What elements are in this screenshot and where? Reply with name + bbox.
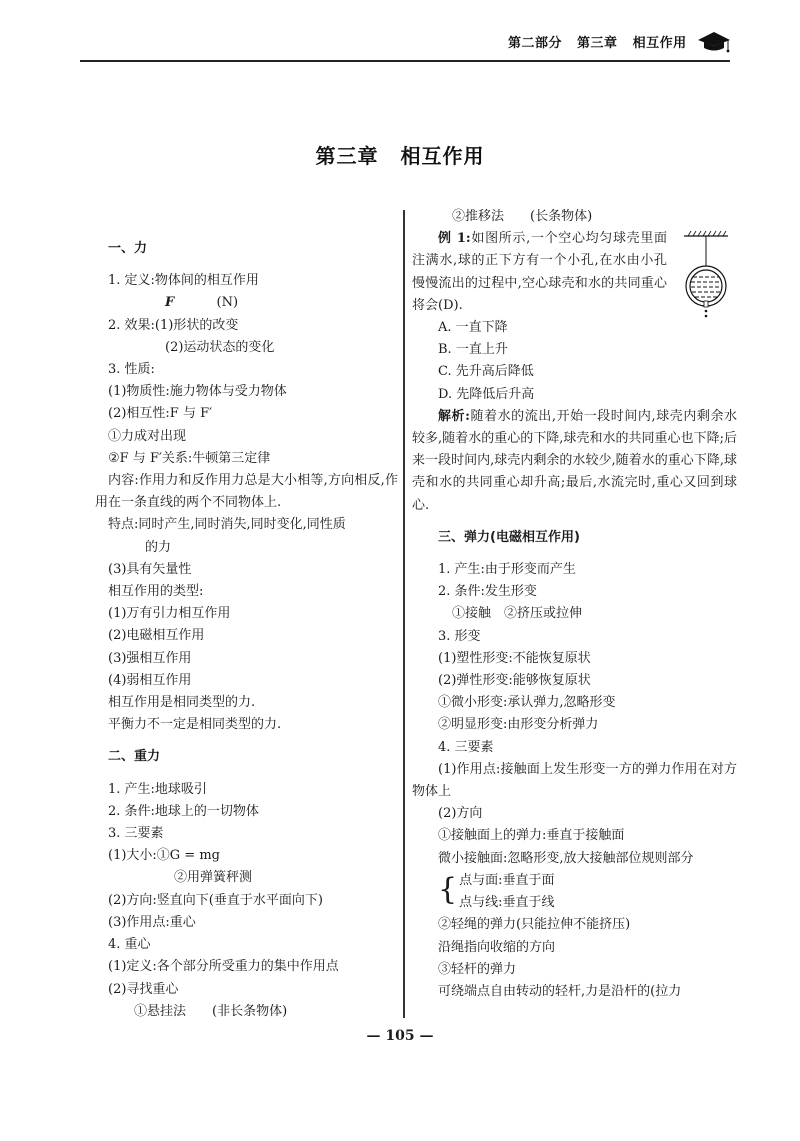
text-line: (3)强相互作用	[108, 650, 192, 666]
option-b: B. 一直上升	[438, 342, 508, 358]
section-heading-elastic-force: 三、弹力(电磁相互作用)	[438, 529, 580, 545]
text-line: (2)相互性:F 与 F′	[108, 406, 213, 422]
text-line: 相互作用是相同类型的力.	[108, 695, 256, 711]
text-line: 点与线:垂直于线	[459, 895, 555, 911]
text-line: ②用弹簧秤测	[174, 870, 253, 886]
text-line: 相互作用的类型:	[108, 584, 204, 600]
left-column	[95, 238, 398, 1023]
text-line: 3. 三要素	[108, 826, 164, 842]
text-line: (1)定义:各个部分所受重力的集中作用点	[108, 959, 339, 975]
text-line: (2)寻找重心	[108, 981, 179, 997]
text-line: (2)电磁相互作用	[108, 628, 205, 644]
example-label: 例 1:	[438, 231, 471, 247]
brace-icon: {	[438, 871, 458, 907]
text-line: 4. 重心	[108, 937, 151, 953]
section-heading-gravity: 二、重力	[108, 749, 161, 765]
text-line: ②推移法 (长条物体)	[452, 209, 593, 224]
text-line: ②F 与 F′关系:牛顿第三定律	[108, 450, 271, 466]
text-line: ①悬挂法 (非长条物体)	[134, 1003, 288, 1019]
text-line: ②轻绳的弹力(只能拉伸不能挤压)	[438, 917, 631, 933]
column-divider	[403, 210, 405, 1018]
text-line: 平衡力不一定是相同类型的力.	[108, 717, 282, 733]
text-line: 1. 定义:物体间的相互作用	[108, 273, 259, 289]
text-line: (2)方向:竖直向下(垂直于水平面向下)	[108, 892, 323, 908]
text-line: 1. 产生:地球吸引	[108, 781, 207, 797]
graduation-cap-icon	[696, 26, 732, 54]
text-line: (1)塑性形变:不能恢复原状	[438, 650, 591, 666]
text-line: (2)弹性形变:能够恢复原状	[438, 673, 591, 689]
text-line: (1)大小:①G = mg	[108, 848, 220, 864]
text-line: ①力成对出现	[108, 428, 187, 444]
text-line: (4)弱相互作用	[108, 672, 192, 688]
text-line: (2)运动状态的变化	[165, 339, 275, 355]
unit-N: (N)	[216, 295, 239, 311]
header-rule	[80, 60, 730, 62]
analysis-text: 随着水的流出,开始一段时间内,球壳内剩余水较多,随着水的重心的下降,球壳和水的共同重心也下降;后来一段时间内,球壳内剩余的水较少,随着水的重心下降,球壳和水的共同重心却升高;最后,水流完时,重心又回到球心.	[412, 408, 738, 513]
newton-third-law-content: 内容:作用力和反作用力总是大小相等,方向相反,作用在一条直线的两个不同物体上.	[95, 473, 398, 511]
text-line: 沿绳指向收缩的方向	[438, 939, 556, 955]
hanging-sphere-diagram	[680, 228, 730, 328]
text-line: (1)万有引力相互作用	[108, 606, 231, 622]
text-line: 可绕端点自由转动的轻杆,力是沿杆的(拉力	[438, 983, 682, 999]
analysis-label: 解析:	[438, 408, 470, 424]
text-line: (3)作用点:重心	[108, 914, 196, 930]
text-line: ①接触 ②挤压或拉伸	[452, 606, 583, 622]
text-line: ③轻杆的弹力	[438, 961, 517, 977]
symbol-F: F	[165, 295, 175, 311]
text-line: 点与面:垂直于面	[459, 872, 555, 888]
text-line: ①接触面上的弹力:垂直于接触面	[438, 828, 625, 844]
option-c: C. 先升高后降低	[438, 364, 534, 380]
header-chapter: 第三章	[577, 36, 618, 51]
page-number: — 105 —	[366, 1028, 434, 1044]
example-question	[412, 228, 667, 317]
text-line: 的力	[145, 539, 172, 555]
text-line: ①微小形变:承认弹力,忽略形变	[438, 695, 616, 711]
option-d: D. 先降低后升高	[438, 386, 535, 402]
chapter-name: 相互作用	[400, 144, 485, 168]
chapter-number: 第三章	[315, 144, 379, 168]
text-line: ②明显形变:由形变分析弹力	[438, 717, 599, 733]
text-line: (1)物质性:施力物体与受力物体	[108, 384, 287, 400]
text-line: (1)作用点:接触面上发生形变一方的弹力作用在对方物体上	[412, 761, 737, 800]
example-analysis	[412, 406, 737, 517]
text-line: 3. 性质:	[108, 362, 155, 378]
running-header	[508, 32, 697, 51]
header-part: 第二部分	[508, 36, 563, 51]
text-line	[108, 292, 398, 314]
text-line: 特点:同时产生,同时消失,同时变化,同性质	[108, 517, 346, 533]
text-line: 2. 效果:(1)形状的改变	[108, 317, 239, 333]
example-text: 如图所示,一个空心均匀球壳里面注满水,球的正下方有一个小孔,在水由小孔慢慢流出的过程中,空心球壳和水的共同重心将会(D).	[412, 231, 668, 313]
option-a: A. 一直下降	[438, 320, 508, 336]
text-line: 1. 产生:由于形变而产生	[438, 562, 576, 578]
header-topic: 相互作用	[632, 36, 687, 51]
section-heading-force: 一、力	[108, 241, 148, 256]
text-line: 2. 条件:地球上的一切物体	[108, 803, 259, 819]
text-line: (2)方向	[438, 806, 483, 822]
text-line: 4. 三要素	[438, 739, 494, 755]
text-line: (3)具有矢量性	[108, 561, 192, 577]
contact-direction-cases	[412, 870, 737, 914]
text-line: 3. 形变	[438, 628, 481, 644]
chapter-title	[0, 140, 800, 169]
text-line: 2. 条件:发生形变	[438, 584, 537, 600]
text-line: 微小接触面:忽略形变,放大接触部位规则部分	[438, 850, 694, 866]
